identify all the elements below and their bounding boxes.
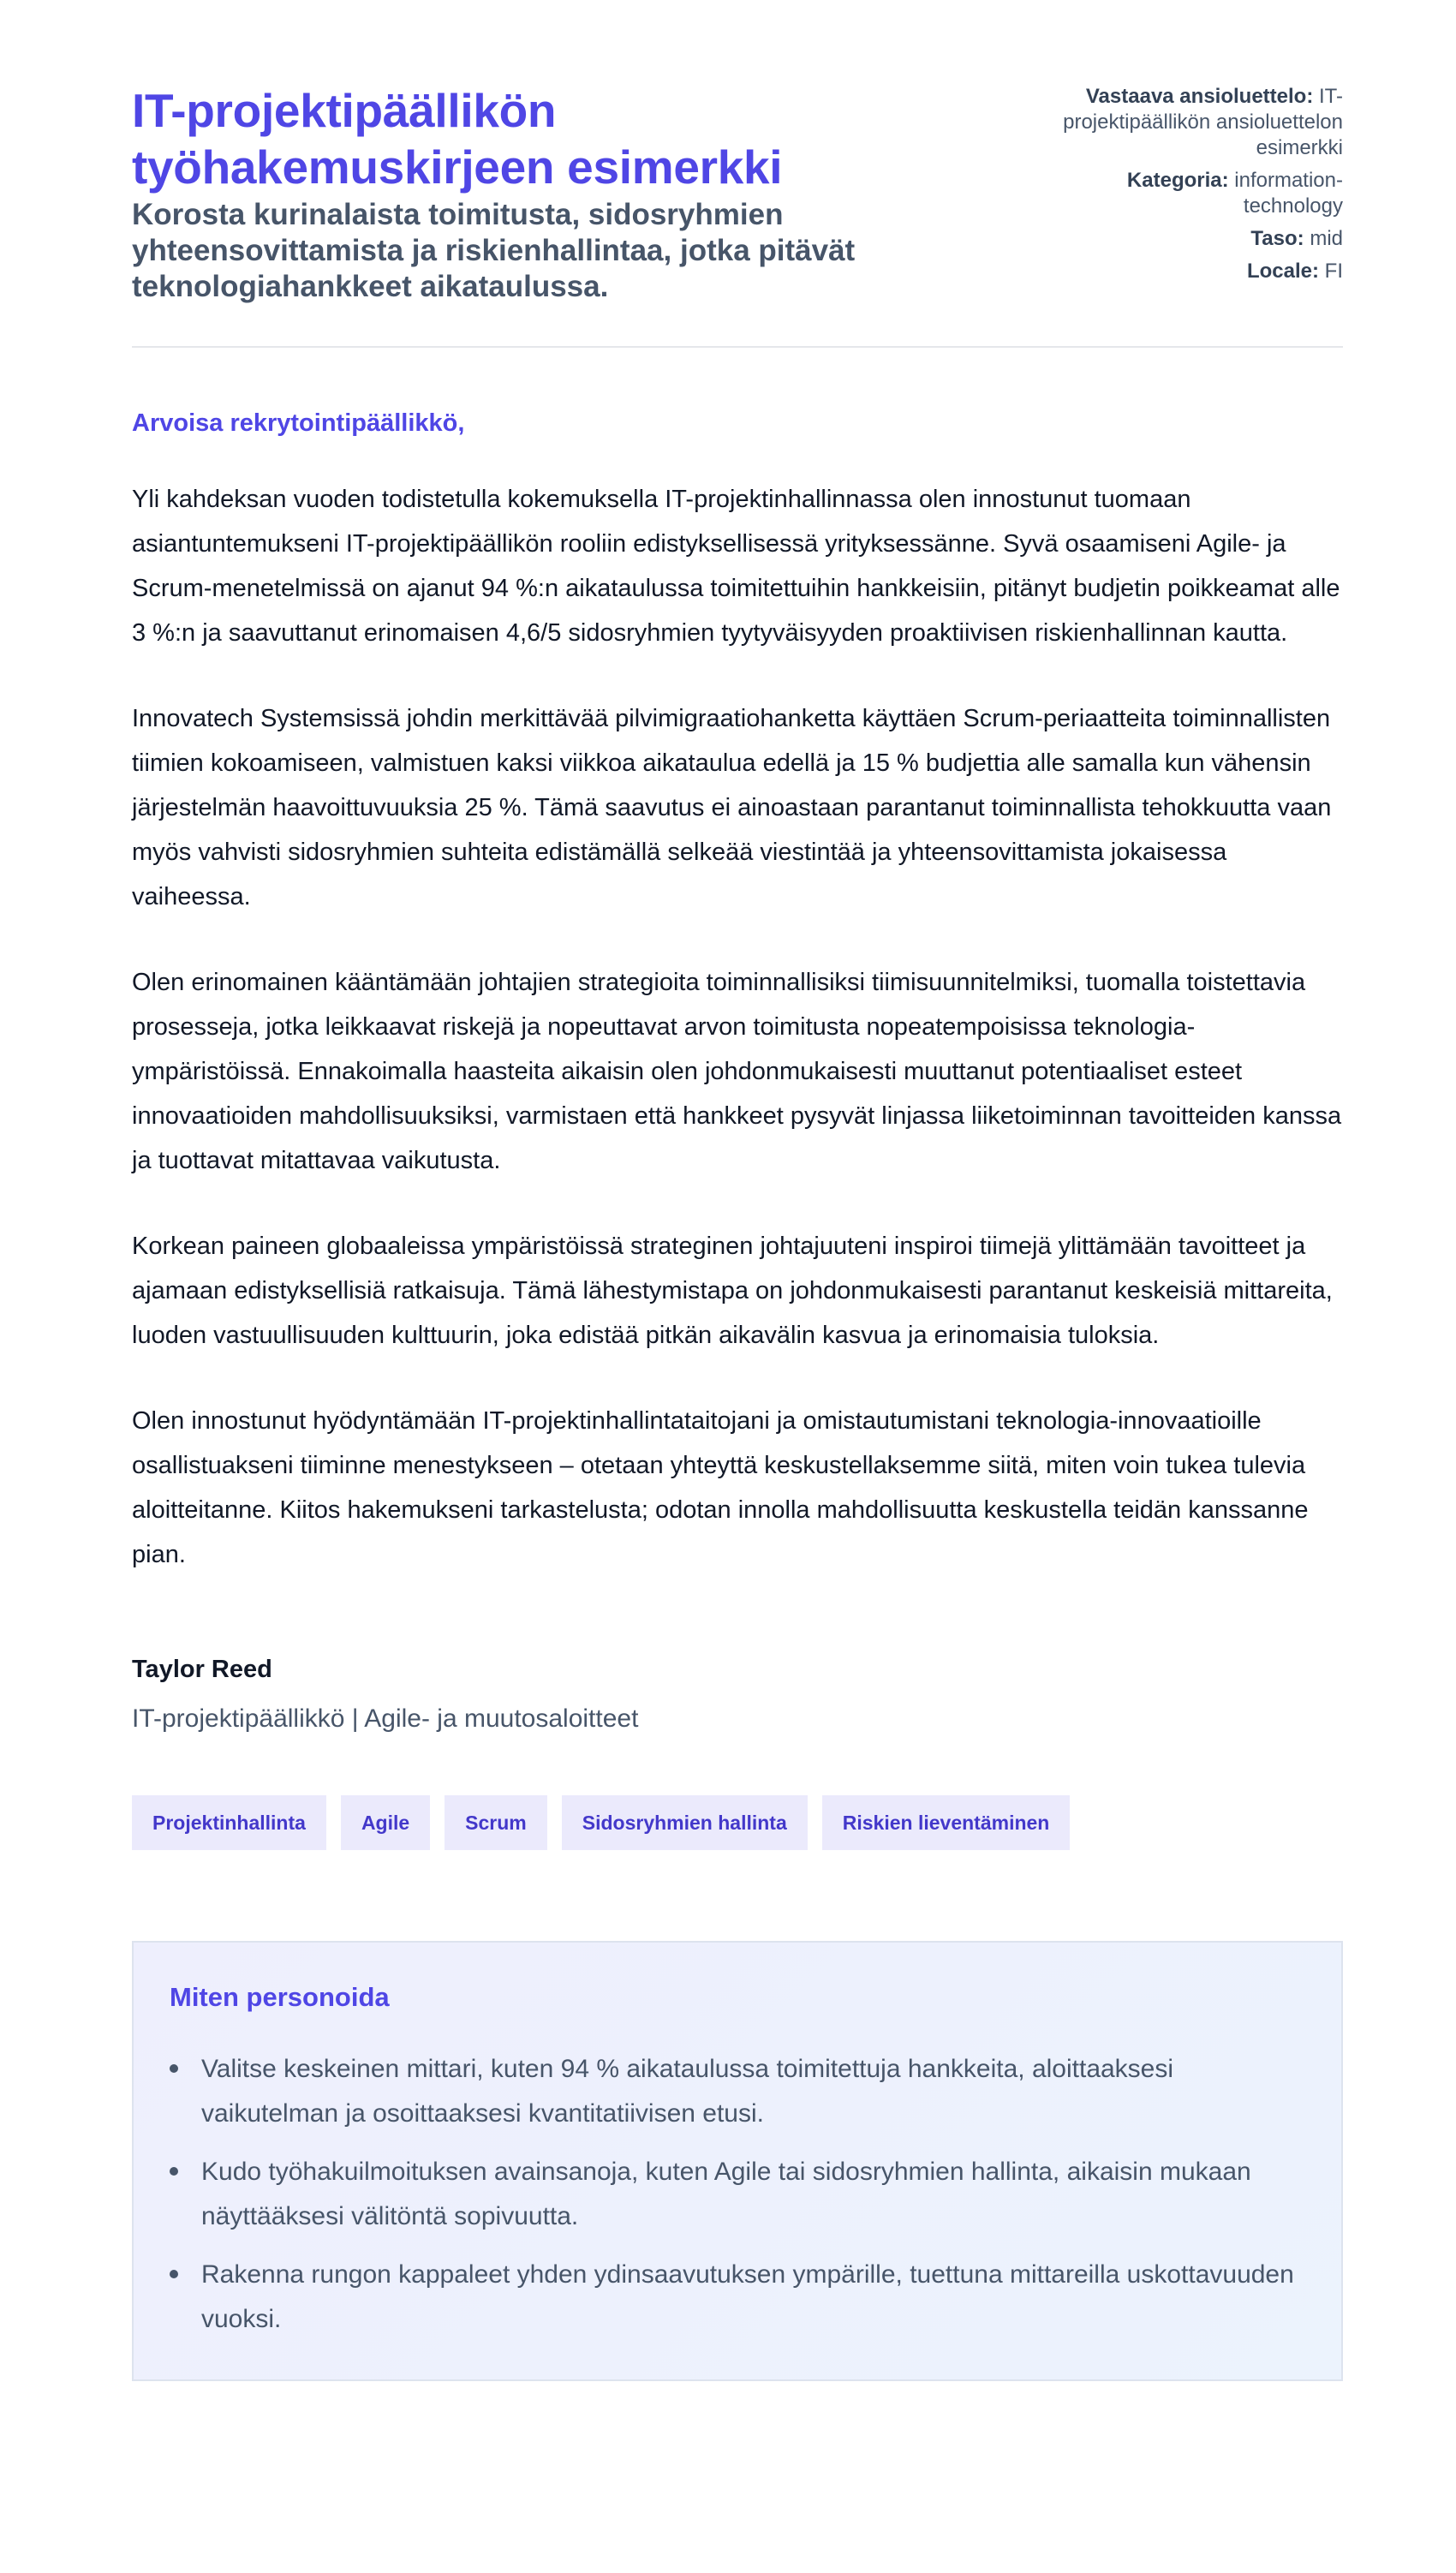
meta-related-resume-link[interactable]: IT-projektipäällikön ansioluettelon esimerkki: [1063, 85, 1343, 159]
tips-item-text: Valitse keskeinen mittari, kuten 94 % aikataulussa toimitettuja hankkeita, aloittaaksesi vaikutelman ja osoittaaksesi kvantitatiivisen etusi.: [201, 2055, 1174, 2128]
meta-locale: [1060, 259, 1343, 284]
page-header: [132, 82, 1343, 348]
meta-category: [1060, 168, 1343, 219]
meta-related-resume: [1060, 84, 1343, 161]
bullet-icon: [170, 2270, 178, 2278]
meta-value: information-technology: [1234, 169, 1343, 218]
letter-paragraph: Korkean paineen globaaleissa ympäristöissä strateginen johtajuuteni inspiroi tiimejä ylittämään tavoitteet ja ajamaan edistyksellisiä ratkaisuja. Tämä lähestymistapa on johdonmukaisesti parantanut keskeisiä mittareita, luoden vastuullisuuden kulttuurin, joka edistää pitkän aikavälin kasvua ja erinomaisia tuloksia.: [132, 1233, 1333, 1349]
meta-key: Kategoria:: [1126, 169, 1229, 192]
letter-greeting: Arvoisa rekrytointipäällikkö,: [132, 409, 465, 437]
meta-key: Locale:: [1246, 260, 1319, 283]
letter-paragraph: Yli kahdeksan vuoden todistetulla kokemuksella IT-projektinhallinnassa olen innostunut tuomaan asiantuntemukseni IT-projektipäällikön rooliin edistyksellisessä yrityksessänne. Syvä osaamiseni Agile- ja Scrum-menetelmissä on ajanut 94 %:n aikataulussa toimitettuihin hankkeisiin, pitänyt budjetin poikkeamat alle 3 %:n ja saavuttanut erinomaisen 4,6/5 sidosryhmien tyytyväisyyden proaktiivisen riskienhallinnan kautta.: [132, 486, 1340, 647]
tips-item-text: Rakenna rungon kappaleet yhden ydinsaavutuksen ympärille, tuettuna mittareilla uskottavuuden vuoksi.: [201, 2260, 1294, 2333]
bullet-icon: [170, 2064, 178, 2073]
meta-key: Taso:: [1250, 227, 1304, 250]
header-titles: [132, 82, 937, 305]
meta-value: mid: [1310, 227, 1343, 250]
meta-level: [1060, 226, 1343, 252]
skill-tags: [132, 1795, 1343, 1850]
letter-paragraph: Innovatech Systemsissä johdin merkittävää pilvimigraatiohanketta käyttäen Scrum-periaatteita toiminnallisten tiimien kokoamiseen, valmistuen kaksi viikkoa aikataulua edellä ja 15 % budjettia alle samalla kun vähensin järjestelmän haavoittuvuuksia 25 %. Tämä saavutus ei ainoastaan parantanut toiminnallista tehokkuutta vaan myös vahvisti sidosryhmien suhteita edistämällä selkeää viestintää ja yhteensovittamista jokaisessa vaiheessa.: [132, 705, 1332, 910]
page-title: IT-projektipäällikön työhakemuskirjeen esimerkki: [132, 84, 783, 194]
meta-key: Vastaava ansioluettelo:: [1085, 85, 1314, 108]
signature-block: [132, 1656, 1343, 1734]
tips-list: [170, 2047, 1305, 2342]
skill-tag: Agile: [341, 1795, 430, 1850]
tips-item: [170, 2253, 1305, 2342]
signature-name: Taylor Reed: [132, 1656, 272, 1683]
personalization-tips: [132, 1941, 1343, 2381]
page-subtitle: Korosta kurinalaista toimitusta, sidosryhmien yhteensovittamista ja riskienhallintaa, jotka pitävät teknologiahankkeet aikataulussa.: [132, 198, 856, 303]
letter-body: [132, 409, 1343, 1577]
tips-title: Miten personoida: [170, 1982, 390, 2012]
skill-tag: Projektinhallinta: [132, 1795, 326, 1850]
letter-paragraph: Olen erinomainen kääntämään johtajien strategioita toiminnallisiksi tiimisuunnitelmiksi, tuomalla toistettavia prosesseja, jotka leikkaavat riskejä ja nopeuttavat arvon toimitusta nopeatempoisissa teknologia-ympäristöissä. Ennakoimalla haasteita aikaisin olen johdonmukaisesti muuttanut potentiaaliset esteet innovaatioiden mahdollisuuksiksi, varmistaen että hankkeet pysyvät linjassa liiketoiminnan tavoitteiden kanssa ja tuottavat mitattavaa vaikutusta.: [132, 969, 1342, 1174]
tips-item: [170, 2047, 1305, 2136]
tips-item-text: Kudo työhakuilmoituksen avainsanoja, kuten Agile tai sidosryhmien hallinta, aikaisin mukaan näyttääksesi välitöntä sopivuutta.: [201, 2158, 1251, 2230]
bullet-icon: [170, 2167, 178, 2176]
skill-tag: Riskien lieventäminen: [822, 1795, 1071, 1850]
meta-value: FI: [1324, 260, 1343, 283]
tips-item: [170, 2150, 1305, 2239]
skill-tag: Sidosryhmien hallinta: [562, 1795, 808, 1850]
letter-paragraph: Olen innostunut hyödyntämään IT-projektinhallintataitojani ja omistautumistani teknologia-innovaatioille osallistuakseni tiiminne menestykseen – otetaan yhteyttä keskustellaksemme siitä, miten voin tukea tulevia aloitteitanne. Kiitos hakemukseni tarkastelusta; odotan innolla mahdollisuutta keskustella teidän kanssanne pian.: [132, 1407, 1309, 1568]
meta-panel: [1060, 84, 1343, 291]
signature-role: IT-projektipäällikkö | Agile- ja muutosaloitteet: [132, 1704, 639, 1733]
skill-tag: Scrum: [445, 1795, 547, 1850]
